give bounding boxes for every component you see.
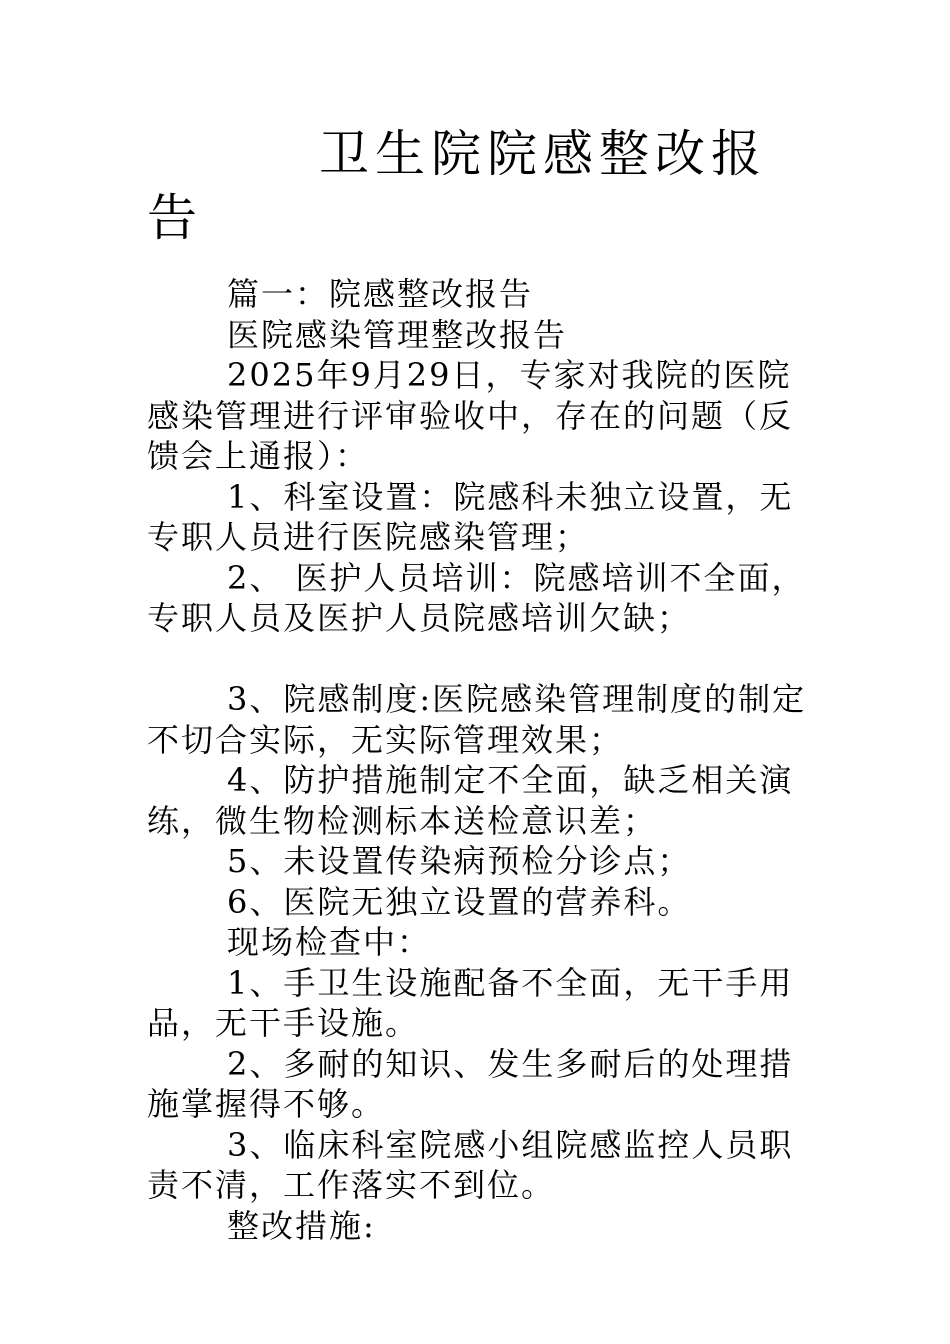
blank-line [147,639,819,680]
section-heading: 篇一：院感整改报告 [227,275,534,313]
onsite-item-3: 3、临床科室院感小组院感监控人员职责不清，工作落实不到位。 [147,1125,794,1204]
issue-item-2: 2、 医护人员培训：院感培训不全面，专职人员及医护人员院感培训欠缺； [147,558,806,637]
document-body [147,274,819,1246]
onsite-item-2: 2、多耐的知识、发生多耐后的处理措施掌握得不够。 [147,1044,794,1123]
issue-item-3: 3、院感制度:医院感染管理制度的制定不切合实际，无实际管理效果； [147,680,807,759]
paragraph-intro: 2025年9月29日，专家对我院的医院感染管理进行评审验收中，存在的问题（反馈会上通报）： [147,356,794,475]
issue-item-1: 1、科室设置：院感科未独立设置，无专职人员进行医院感染管理； [147,477,794,556]
issue-item-5: 5、未设置传染病预检分诊点； [227,842,692,880]
report-title: 医院感染管理整改报告 [227,315,568,354]
onsite-inspection-heading: 现场检查中： [227,923,432,961]
issue-item-6: 6、医院无独立设置的营养科。 [227,882,692,921]
document-title: 卫生院院感整改报告 [147,125,767,247]
onsite-item-1: 1、手卫生设施配备不全面，无干手用品，无干手设施。 [147,963,794,1042]
measures-heading: 整改措施: [227,1206,376,1245]
issue-item-4: 4、防护措施制定不全面，缺乏相关演练，微生物检测标本送检意识差； [147,761,794,840]
